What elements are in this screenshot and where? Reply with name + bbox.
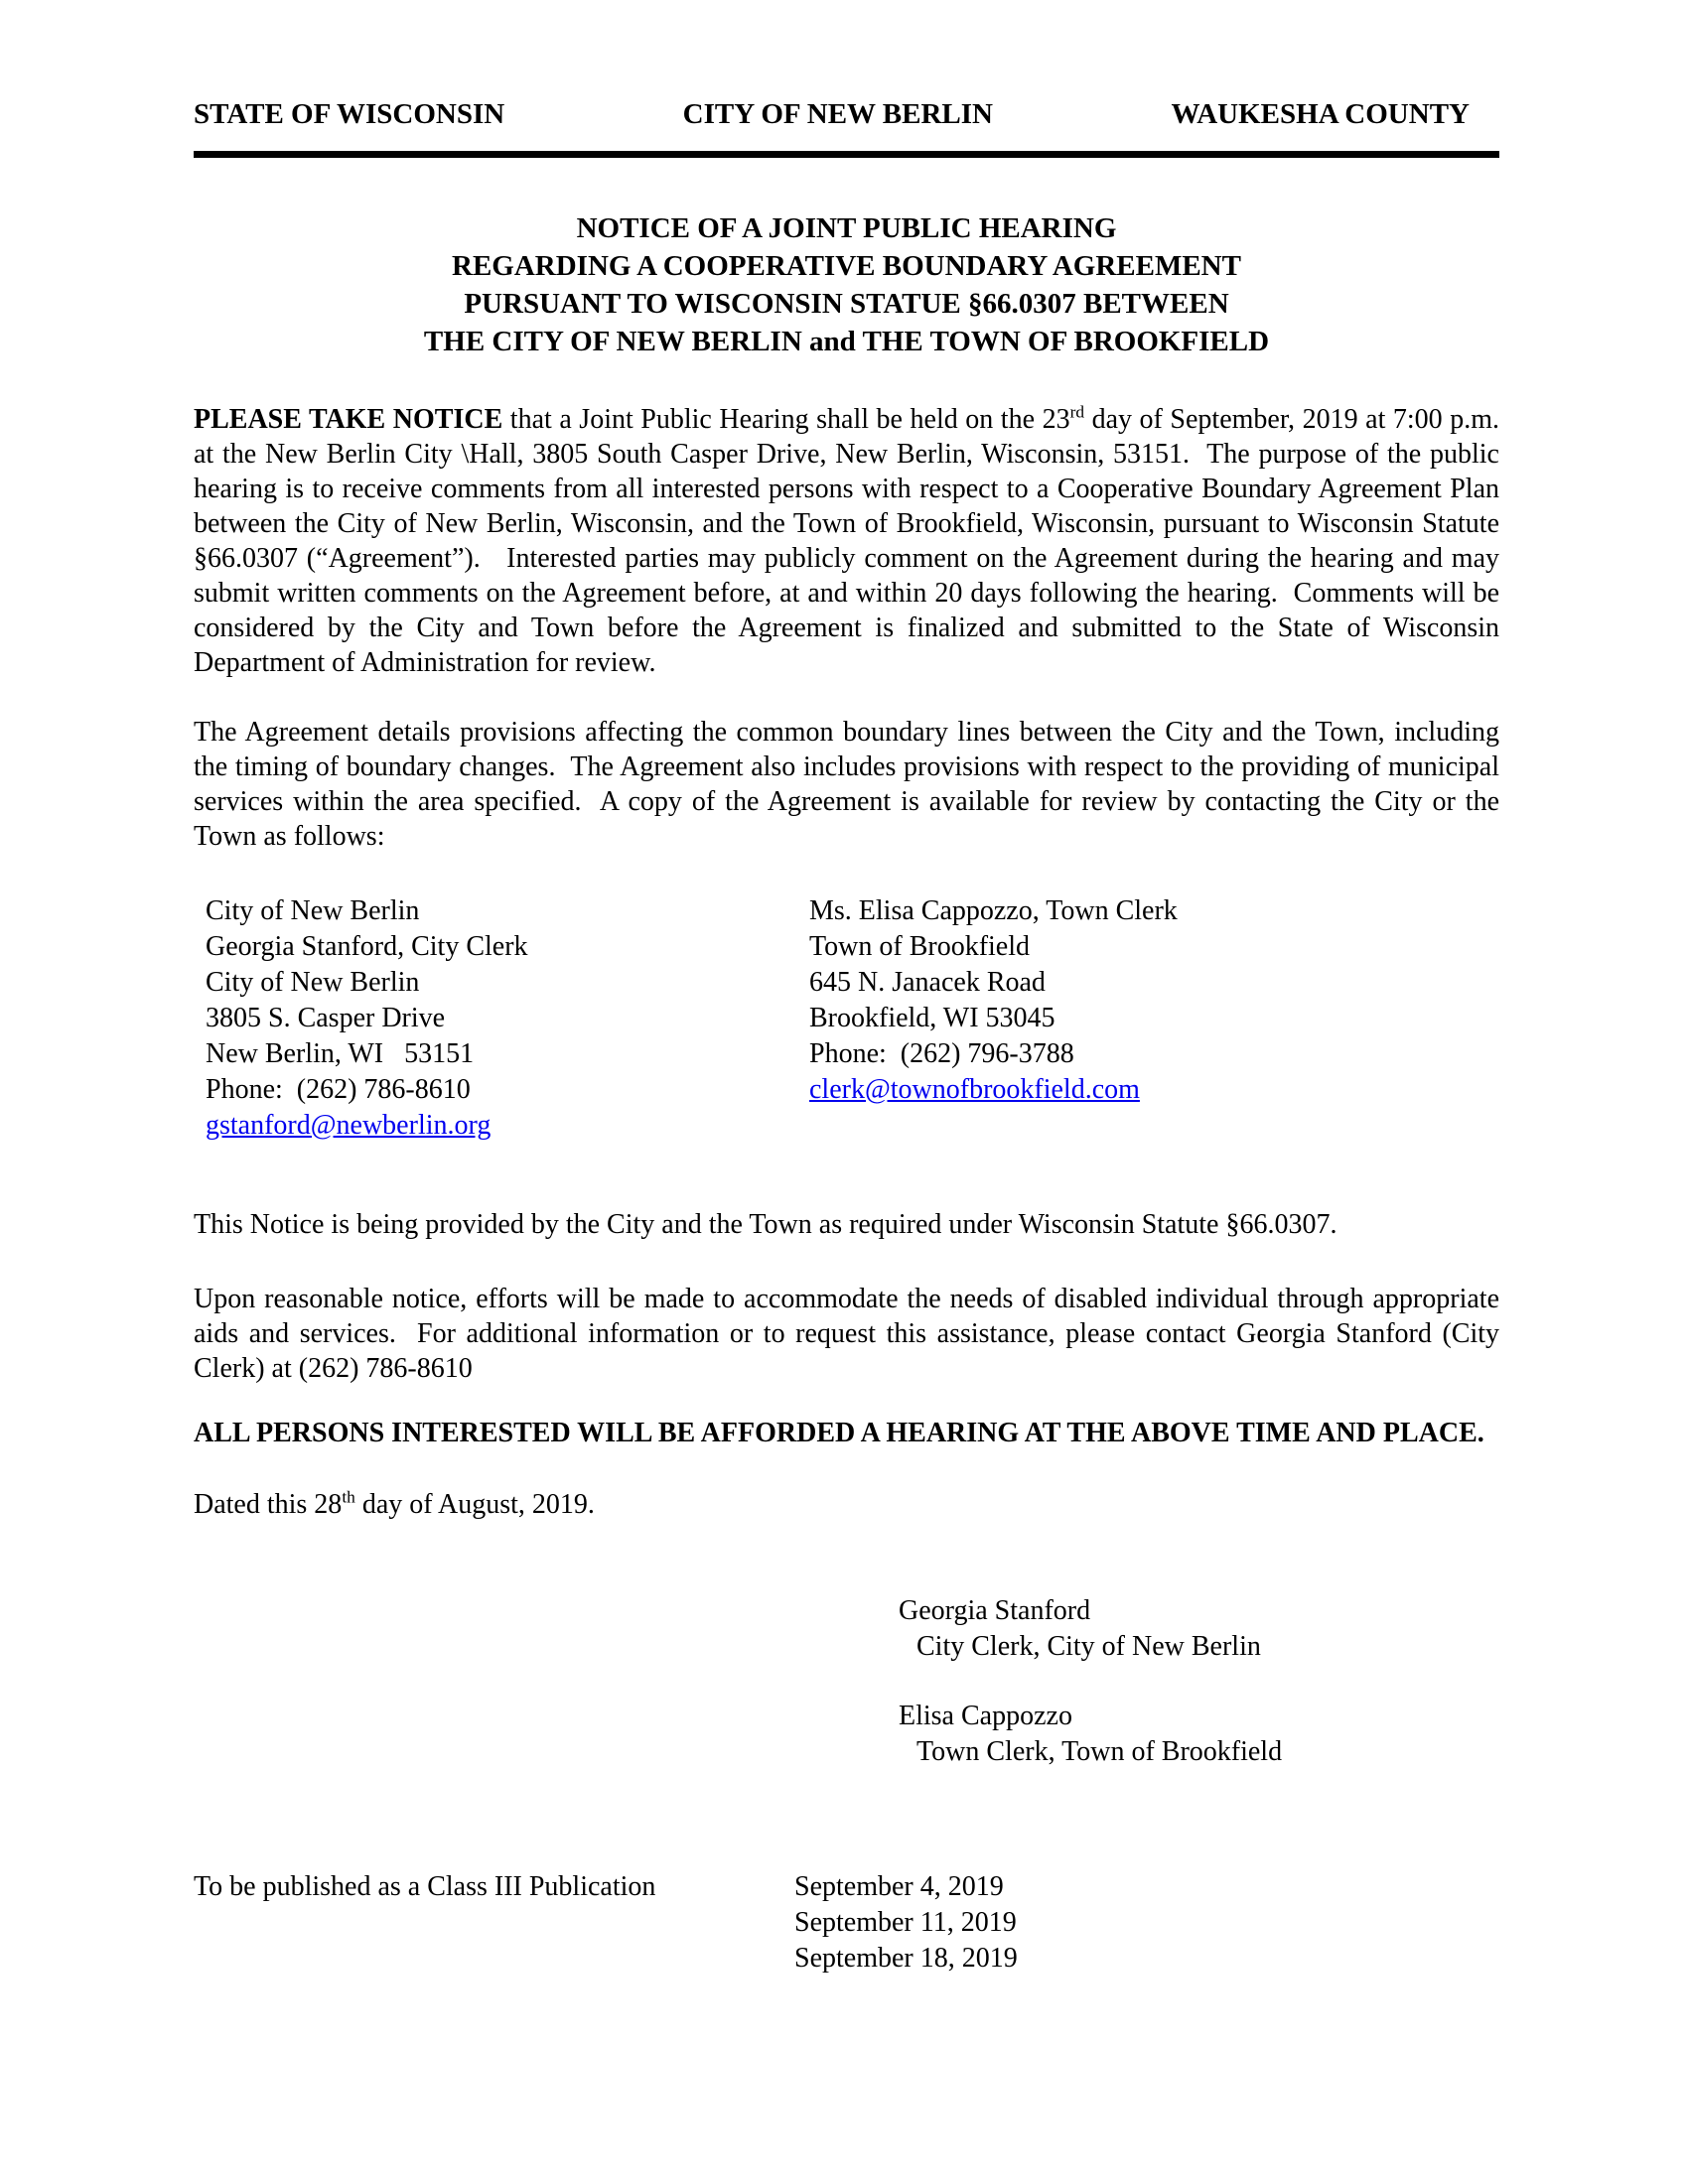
city-clerk-signature: [899, 1593, 1499, 1665]
please-take-notice-lead: PLEASE TAKE NOTICE: [194, 404, 503, 435]
contact-line: Georgia Stanford, City Clerk: [206, 931, 528, 962]
header-rule: [194, 151, 1499, 158]
signature-title: Town Clerk, Town of Brookfield: [916, 1736, 1283, 1767]
contact-line: City of New Berlin: [206, 967, 420, 998]
header-city-label: CITY OF NEW BERLIN: [682, 98, 993, 130]
document-header: [194, 97, 1499, 131]
publication-date: September 18, 2019: [794, 1943, 1018, 1974]
hearing-notice-paragraph: [194, 402, 1506, 680]
contact-line: Brookfield, WI 53045: [809, 1003, 1055, 1033]
town-clerk-signature: [899, 1699, 1499, 1770]
signature-title: City Clerk, City of New Berlin: [916, 1631, 1261, 1662]
publication-date: September 4, 2019: [794, 1871, 1004, 1902]
dated-text-after-superscript: day of August, 2019.: [354, 1489, 595, 1520]
header-county-label: WAUKESHA COUNTY: [1171, 98, 1470, 130]
signature-name: Elisa Cappozzo: [899, 1701, 1072, 1731]
publication-footer: [194, 1869, 1499, 1977]
accommodation-paragraph: Upon reasonable notice, efforts will be made to accommodate the needs of disabled individual through appropriate aids and services. For additional information or to request this assistance, please contact Georgia Stanford (City Clerk) at (262) 786-8610: [194, 1284, 1506, 1384]
contact-line: 645 N. Janacek Road: [809, 967, 1046, 998]
dated-line: [194, 1487, 1499, 1522]
publication-dates: [794, 1869, 1018, 1977]
title-line-3: PURSUANT TO WISCONSIN STATUE §66.0307 BETWEEN: [464, 288, 1229, 320]
town-contact-column: [809, 893, 1499, 1144]
city-contact-column: [206, 893, 809, 1144]
contact-block: [206, 893, 1499, 1144]
city-clerk-email-link[interactable]: gstanford@newberlin.org: [206, 1110, 492, 1141]
contact-line: 3805 S. Casper Drive: [206, 1003, 446, 1033]
hearing-text-before-superscript: that a Joint Public Hearing shall be held on the 23: [502, 404, 1070, 435]
title-line-1: NOTICE OF A JOINT PUBLIC HEARING: [576, 212, 1117, 244]
contact-line: Town of Brookfield: [809, 931, 1031, 962]
contact-line: City of New Berlin: [206, 895, 420, 926]
hearing-text-after-superscript: day of September, 2019 at 7:00 p.m. at the New Berlin City \Hall, 3805 South Casper Drive, New Berlin, Wisconsin, 53151. The purpose of the public hearing is to receive comments from all interested persons with respect to a Cooperative Boundary Agreement Plan between the City of New Berlin, Wisconsin, and the Town of Brookfield, Wisconsin, pursuant to Wisconsin Statute §66.0307 (“Agreement”). Interested parties may publicly comment on the Agreement during the hearing and may submit written comments on the Agreement before, at and within 20 days following the hearing. Comments will be considered by the City and Town before the Agreement is finalized and submitted to the State of Wisconsin Department of Administration for review.: [194, 404, 1506, 678]
agreement-details-paragraph: The Agreement details provisions affecting the common boundary lines between the City and the Town, including the timing of boundary changes. The Agreement also includes provisions with respect to the providing of municipal services within the area specified. A copy of the Agreement is available for review by contacting the City or the Town as follows:: [194, 717, 1506, 852]
dated-text-before-superscript: Dated this 28: [194, 1489, 343, 1520]
publication-label: To be published as a Class III Publication: [194, 1871, 656, 1902]
signature-name: Georgia Stanford: [899, 1595, 1091, 1626]
signature-block: [899, 1593, 1499, 1770]
publication-date: September 11, 2019: [794, 1907, 1017, 1938]
title-line-2: REGARDING A COOPERATIVE BOUNDARY AGREEMENT: [452, 250, 1241, 282]
title-line-4: THE CITY OF NEW BERLIN and THE TOWN OF BROOKFIELD: [423, 326, 1270, 357]
contact-line: New Berlin, WI 53151: [206, 1038, 475, 1069]
contact-line: Ms. Elisa Cappozzo, Town Clerk: [809, 895, 1178, 926]
ordinal-superscript-28th: th: [342, 1487, 355, 1507]
contact-line: Phone: (262) 786-8610: [206, 1074, 471, 1105]
header-state-label: STATE OF WISCONSIN: [194, 98, 505, 130]
statute-notice-line: This Notice is being provided by the City and the Town as required under Wisconsin Statute §66.0307.: [194, 1209, 1337, 1240]
ordinal-superscript-23rd: rd: [1069, 402, 1085, 422]
contact-line: Phone: (262) 796-3788: [809, 1038, 1074, 1069]
all-persons-notice: ALL PERSONS INTERESTED WILL BE AFFORDED A HEARING AT THE ABOVE TIME AND PLACE.: [194, 1418, 1484, 1448]
notice-title: [194, 209, 1499, 360]
town-clerk-email-link[interactable]: clerk@townofbrookfield.com: [809, 1074, 1140, 1105]
